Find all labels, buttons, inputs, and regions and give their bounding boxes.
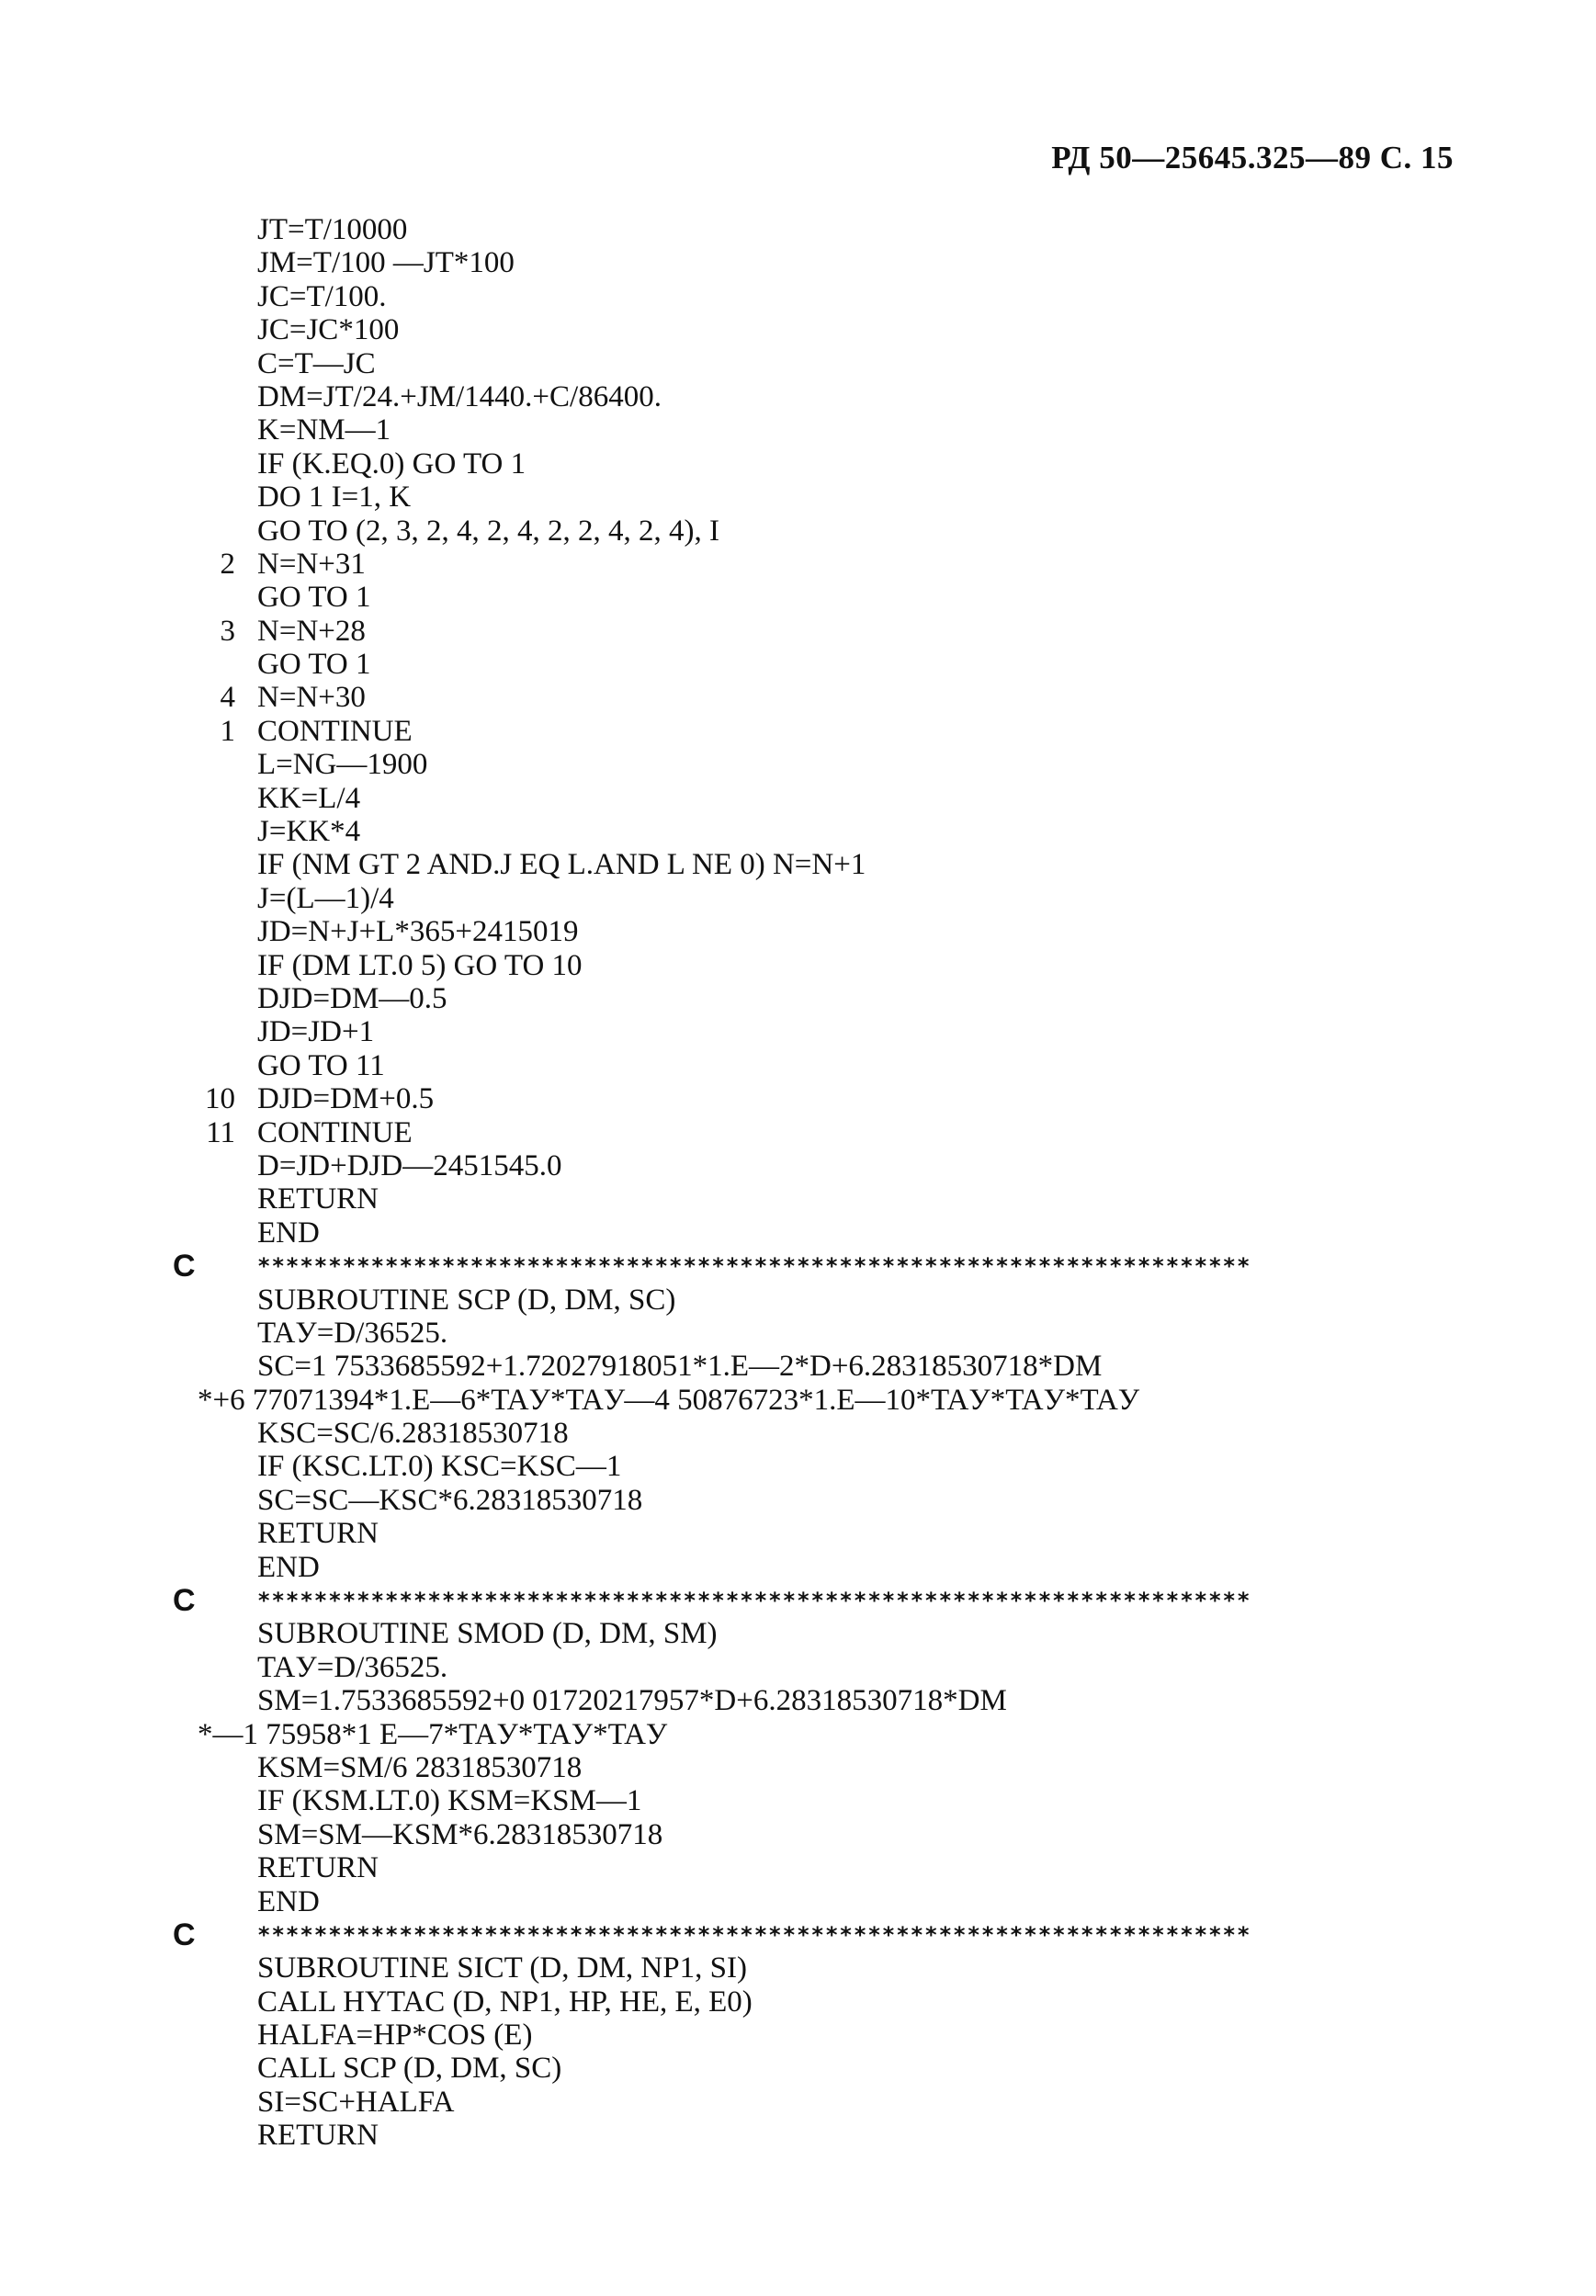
code-line [0, 1751, 1596, 1784]
code-line [0, 1350, 1596, 1383]
statement-text: CALL SCP (D, DM, SC) [257, 2052, 562, 2086]
statement-text: C=T—JC [257, 346, 376, 380]
statement-text: RETURN [257, 1517, 379, 1551]
statement-text: IF (KSC.LT.0) KSC=KSC—1 [257, 1450, 622, 1484]
statement-label: 1 [220, 714, 235, 748]
code-line [0, 447, 1596, 481]
statement-text: KSM=SM/6 28318530718 [257, 1750, 583, 1784]
statement-text: DO 1 I=1, K [257, 481, 412, 515]
statement-text: IF (KSM.LT.0) KSM=KSM—1 [257, 1784, 642, 1818]
code-line [0, 1951, 1596, 1985]
statement-text: J=(L—1)/4 [257, 881, 394, 915]
statement-text: CALL HYTAC (D, NP1, HP, HE, E, E0) [257, 1985, 753, 2019]
code-line [0, 848, 1596, 881]
statement-text: GO TO 1 [257, 648, 371, 682]
code-line [0, 1417, 1596, 1450]
code-line [0, 1651, 1596, 1684]
statement-text: N=N+30 [257, 681, 366, 715]
statement-text: JC=T/100. [257, 279, 387, 313]
code-line [0, 581, 1596, 614]
statement-text: JC=JC*100 [257, 313, 400, 347]
code-line [0, 1015, 1596, 1048]
statement-text: GO TO 1 [257, 581, 371, 615]
statement-text: SUBROUTINE SCP (D, DM, SC) [257, 1283, 676, 1317]
statement-text: *+6 77071394*1.E—6*TAУ*TAУ—4 50876723*1.E—10*TAУ*TAУ*TAУ [198, 1383, 1140, 1417]
code-line [0, 882, 1596, 915]
statement-text: CONTINUE [257, 714, 413, 748]
statement-label: 11 [206, 1115, 235, 1149]
code-line [0, 548, 1596, 581]
statement-text: GO TO (2, 3, 2, 4, 2, 4, 2, 2, 4, 2, 4), I [257, 514, 719, 548]
statement-text: RETURN [257, 1851, 379, 1885]
statement-text: TAУ=D/36525. [257, 1650, 448, 1684]
statement-text: JD=JD+1 [257, 1015, 375, 1049]
comment-stars: ********************************************************************** [257, 1921, 1251, 1948]
comment-line [0, 1250, 1596, 1283]
statement-text: KSC=SC/6.28318530718 [257, 1417, 569, 1451]
code-line [0, 1216, 1596, 1250]
statement-text: IF (NM GT 2 AND.J EQ L.AND L NE 0) N=N+1 [257, 848, 866, 882]
code-line [0, 1517, 1596, 1550]
statement-text: JM=T/100 —JT*100 [257, 246, 515, 280]
code-line [0, 380, 1596, 413]
code-line [0, 1182, 1596, 1216]
code-line [0, 1784, 1596, 1817]
code-line [0, 1116, 1596, 1149]
code-line [0, 1617, 1596, 1650]
statement-text: SC=SC—KSC*6.28318530718 [257, 1483, 643, 1517]
statement-text: GO TO 11 [257, 1048, 385, 1082]
page-header: РД 50—25645.325—89 С. 15 [1051, 140, 1454, 175]
code-line [0, 313, 1596, 346]
statement-text: CONTINUE [257, 1115, 413, 1149]
code-listing [0, 213, 1596, 2153]
code-line [0, 1049, 1596, 1082]
code-line [0, 648, 1596, 681]
code-line [0, 715, 1596, 748]
code-line [0, 481, 1596, 514]
statement-text: SUBROUTINE SMOD (D, DM, SM) [257, 1617, 718, 1651]
code-line [0, 1551, 1596, 1584]
code-line [0, 2119, 1596, 2152]
code-line [0, 815, 1596, 848]
code-line [0, 1718, 1596, 1751]
statement-text: JT=T/10000 [257, 213, 408, 246]
code-line [0, 347, 1596, 380]
statement-text: IF (DM LT.0 5) GO TO 10 [257, 948, 583, 982]
statement-text: DM=JT/24.+JM/1440.+C/86400. [257, 379, 662, 413]
statement-text: END [257, 1884, 320, 1918]
code-line [0, 413, 1596, 447]
statement-text: KK=L/4 [257, 781, 361, 815]
code-line [0, 615, 1596, 648]
statement-label: 3 [220, 614, 235, 648]
statement-text: DJD=DM+0.5 [257, 1082, 435, 1116]
comment-marker: C [173, 1583, 196, 1619]
statement-text: N=N+28 [257, 614, 366, 648]
code-line [0, 1317, 1596, 1350]
code-line [0, 1082, 1596, 1115]
statement-text: IF (K.EQ.0) GO TO 1 [257, 447, 526, 481]
statement-text: SI=SC+HALFA [257, 2085, 455, 2119]
comment-marker: C [173, 1917, 196, 1952]
code-line [0, 515, 1596, 548]
code-line [0, 1885, 1596, 1918]
statement-text: D=JD+DJD—2451545.0 [257, 1148, 562, 1182]
statement-text: SM=1.7533685592+0 01720217957*D+6.28318530718*DM [257, 1684, 1007, 1718]
statement-text: SM=SM—KSM*6.28318530718 [257, 1817, 663, 1851]
code-line [0, 2019, 1596, 2052]
statement-label: 10 [205, 1082, 235, 1116]
code-line [0, 1284, 1596, 1317]
code-line [0, 1149, 1596, 1182]
code-line [0, 1450, 1596, 1483]
code-line [0, 949, 1596, 982]
statement-label: 4 [220, 681, 235, 715]
code-line [0, 1484, 1596, 1517]
statement-text: *—1 75958*1 E—7*TAУ*TAУ*TAУ [198, 1717, 668, 1751]
statement-text: TAУ=D/36525. [257, 1316, 448, 1350]
code-line [0, 246, 1596, 279]
code-line [0, 915, 1596, 948]
code-line [0, 2052, 1596, 2085]
code-line [0, 213, 1596, 246]
statement-text: N=N+31 [257, 547, 366, 581]
statement-text: END [257, 1216, 320, 1250]
statement-text: K=NM—1 [257, 413, 391, 447]
statement-text: HALFA=HP*COS (E) [257, 2019, 533, 2053]
statement-text: END [257, 1550, 320, 1584]
statement-text: SC=1 7533685592+1.72027918051*1.E—2*D+6.28318530718*DM [257, 1350, 1103, 1384]
statement-text: J=KK*4 [257, 815, 361, 849]
statement-text: RETURN [257, 2119, 379, 2153]
code-line [0, 280, 1596, 313]
code-line [0, 1851, 1596, 1884]
code-line [0, 748, 1596, 781]
statement-text: SUBROUTINE SICT (D, DM, NP1, SI) [257, 1951, 747, 1985]
code-line [0, 982, 1596, 1015]
comment-line [0, 1918, 1596, 1951]
statement-text: JD=N+J+L*365+2415019 [257, 915, 579, 949]
code-line [0, 1684, 1596, 1717]
code-line [0, 1384, 1596, 1417]
statement-label: 2 [220, 547, 235, 581]
comment-stars: ********************************************************************** [257, 1253, 1251, 1280]
statement-text: DJD=DM—0.5 [257, 981, 447, 1015]
code-line [0, 782, 1596, 815]
code-line [0, 1818, 1596, 1851]
code-line [0, 681, 1596, 714]
comment-stars: ********************************************************************** [257, 1588, 1251, 1614]
comment-line [0, 1584, 1596, 1617]
code-line [0, 2086, 1596, 2119]
comment-marker: C [173, 1249, 196, 1284]
statement-text: L=NG—1900 [257, 748, 428, 782]
code-line [0, 1985, 1596, 2019]
statement-text: RETURN [257, 1182, 379, 1216]
